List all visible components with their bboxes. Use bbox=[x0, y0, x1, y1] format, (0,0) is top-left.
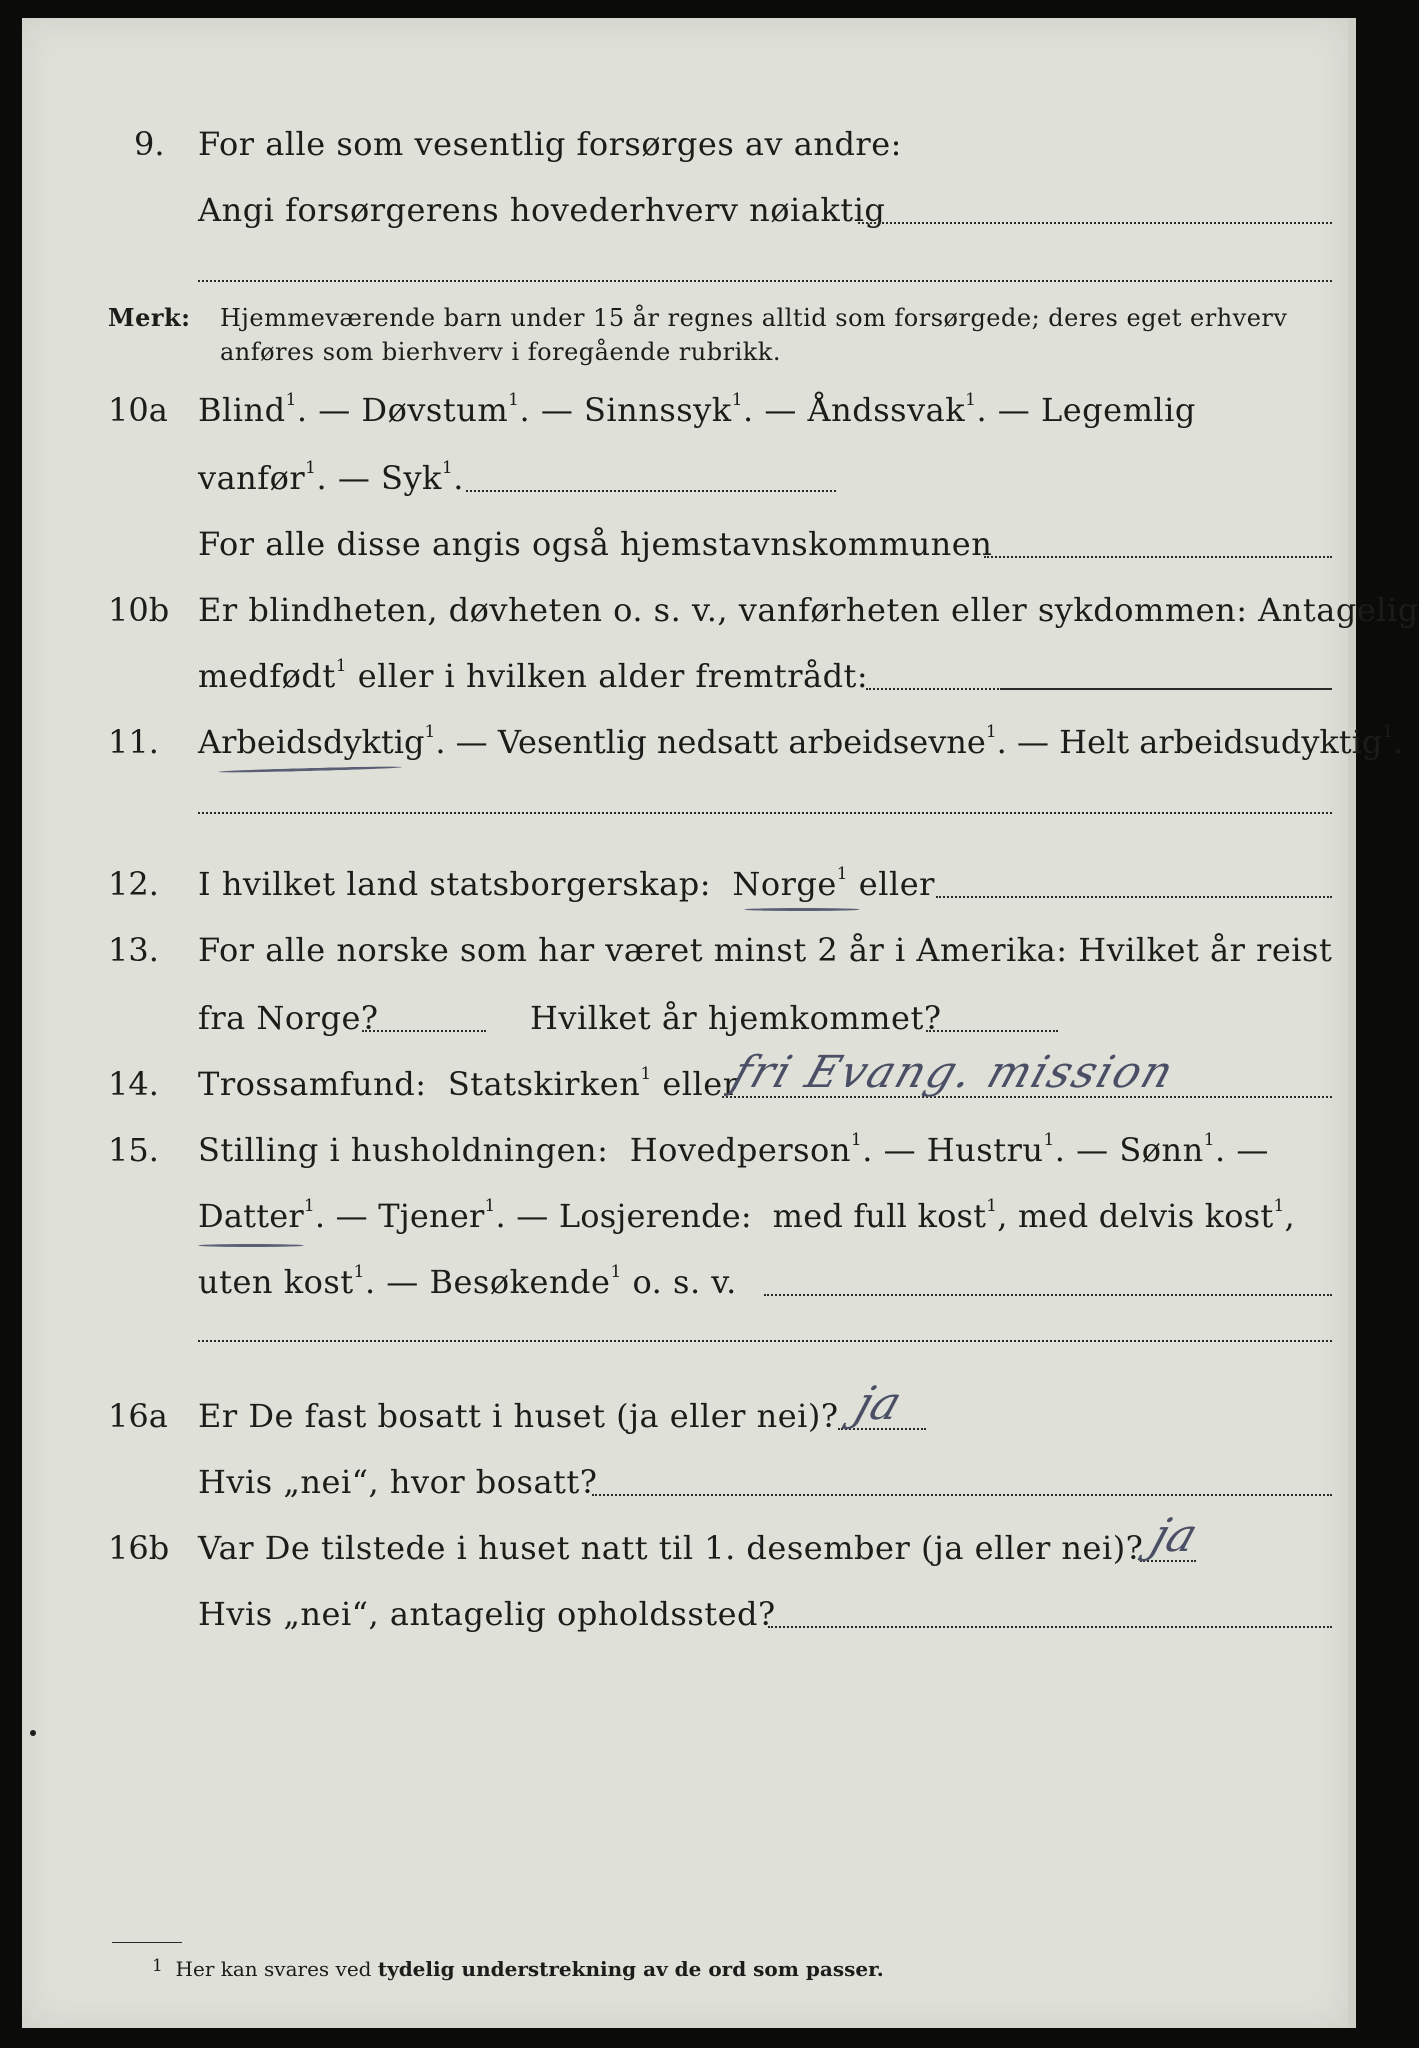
q11-number: 11. bbox=[108, 723, 159, 761]
q12-text: I hvilket land statsborgerskap: bbox=[198, 865, 711, 903]
q16b-opholdssted-line bbox=[768, 1626, 1332, 1628]
q10b-answer-line bbox=[1002, 688, 1332, 690]
q9-line1: For alle som vesentlig forsørges av andre: bbox=[198, 125, 902, 163]
q16a-line1: Er De fast bosatt i huset (ja eller nei)? bbox=[198, 1397, 839, 1435]
q16a-line2: Hvis „nei“, hvor bosatt? bbox=[198, 1463, 598, 1501]
q16a-bosatt-line bbox=[592, 1494, 1332, 1496]
option-sinnssyk: Sinnssyk bbox=[584, 391, 732, 429]
option-blind: Blind bbox=[198, 391, 286, 429]
option-besokende: Besøkende bbox=[429, 1263, 611, 1301]
q14-number: 14. bbox=[108, 1065, 159, 1103]
footnote-rule bbox=[112, 1942, 182, 1943]
q15-osv: o. s. v. bbox=[632, 1263, 737, 1301]
q15-answer-line bbox=[764, 1294, 1332, 1296]
underline-datter bbox=[198, 1244, 304, 1247]
q15-answer-line-2 bbox=[198, 1340, 1332, 1342]
underline-norge bbox=[744, 908, 860, 911]
q15-number: 15. bbox=[108, 1131, 159, 1169]
option-sonn: Sønn bbox=[1119, 1131, 1204, 1169]
q13-hjemkommet: Hvilket år hjemkommet? bbox=[530, 999, 942, 1037]
footnote bbox=[152, 1956, 884, 1982]
q13-number: 13. bbox=[108, 931, 159, 969]
footnote-plain: Her kan svares ved bbox=[175, 1957, 372, 1981]
option-legemlig: Legemlig bbox=[1040, 391, 1196, 429]
q14-eller: eller bbox=[662, 1065, 739, 1103]
q15-line3: uten kost$^1$. — Besøkende$^1$ o. s. v. bbox=[198, 1262, 737, 1301]
option-arbeidsdyktig: Arbeidsdyktig bbox=[198, 723, 425, 761]
option-uten-kost: uten kost bbox=[198, 1263, 354, 1301]
q16b-line1: Var De tilstede i huset natt til 1. desember (ja eller nei)? bbox=[198, 1529, 1144, 1567]
merk-line1: Hjemmeværende barn under 15 år regnes alltid som forsørgede; deres eget erhverv bbox=[220, 304, 1288, 332]
footnote-bold: tydelig understrekning av de ord som passer. bbox=[377, 1957, 884, 1981]
q11-answer-line bbox=[198, 812, 1332, 814]
q9-answer-line-2 bbox=[198, 280, 1332, 282]
option-med-full-kost: med full kost bbox=[772, 1197, 987, 1235]
option-vanfor: vanfør bbox=[198, 459, 306, 497]
q13-hjemkommet-line bbox=[926, 1030, 1058, 1032]
q16b-number: 16b bbox=[108, 1529, 170, 1567]
q10a-answer-line bbox=[466, 490, 836, 492]
option-syk: Syk bbox=[381, 459, 442, 497]
q10a-line2: vanfør$^1$. — Syk$^1$. bbox=[198, 458, 464, 497]
merk-line2: anføres som bierhverv i foregående rubrikk. bbox=[220, 338, 781, 366]
option-norge: Norge bbox=[732, 865, 837, 903]
q14-text: Trossamfund: bbox=[198, 1065, 427, 1103]
q13-reist-line bbox=[362, 1030, 486, 1032]
q10a-line1: Blind$^1$. — Døvstum$^1$. — Sinnssyk$^1$. — Åndssvak$^1$. — Legemlig bbox=[198, 390, 1196, 429]
q16a-number: 16a bbox=[108, 1397, 168, 1435]
q10b-dot-line bbox=[866, 688, 1002, 690]
q12-eller: eller bbox=[858, 865, 935, 903]
q16b-handwritten-answer: ja bbox=[1145, 1508, 1205, 1562]
option-hustru: Hustru bbox=[926, 1131, 1044, 1169]
option-vesentlig-nedsatt: Vesentlig nedsatt arbeidsevne bbox=[497, 723, 986, 761]
q10a-line3: For alle disse angis også hjemstavnskommunen bbox=[198, 525, 993, 563]
q10b-line2: medfødt$^1$ eller i hvilken alder fremtrådt: bbox=[198, 656, 869, 695]
ink-speck bbox=[30, 1730, 36, 1736]
option-andssvak: Åndssvak bbox=[807, 391, 966, 429]
q15-line2: Datter$^1$. — Tjener$^1$. — Losjerende: med full kost$^1$, med delvis kost$^1$, bbox=[198, 1196, 1295, 1235]
merk-label: Merk: bbox=[108, 303, 191, 332]
q9-line2: Angi forsørgerens hovederhverv nøiaktig bbox=[198, 191, 886, 229]
q9-number: 9. bbox=[134, 125, 165, 163]
option-losjerende: Losjerende: bbox=[558, 1197, 752, 1235]
option-statskirken: Statskirken bbox=[447, 1065, 641, 1103]
q10a-number: 10a bbox=[108, 391, 168, 429]
q10b-line1: Er blindheten, døvheten o. s. v., vanførheten eller sykdommen: Antagelig bbox=[198, 591, 1419, 629]
underline-arbeidsdyktig bbox=[218, 766, 402, 774]
q11-line: Arbeidsdyktig$^1$. — Vesentlig nedsatt arbeidsevne$^1$. — Helt arbeidsudyktig$^1$. bbox=[198, 722, 1404, 761]
q15-line1: Stilling i husholdningen: Hovedperson$^1$. — Hustru$^1$. — Sønn$^1$. — bbox=[198, 1130, 1269, 1169]
q16b-line2: Hvis „nei“, antagelig opholdssted? bbox=[198, 1595, 776, 1633]
q12-number: 12. bbox=[108, 865, 159, 903]
q16a-handwritten-answer: ja bbox=[849, 1376, 909, 1430]
option-med-delvis-kost: med delvis kost bbox=[1018, 1197, 1274, 1235]
q9-answer-line bbox=[858, 222, 1332, 224]
q14-line: Trossamfund: Statskirken$^1$ eller bbox=[198, 1064, 739, 1103]
footnote-mark: 1 bbox=[152, 1956, 163, 1976]
q10b-line2-rest: eller i hvilken alder fremtrådt: bbox=[357, 657, 869, 695]
q10b-number: 10b bbox=[108, 591, 170, 629]
option-helt-udyktig: Helt arbeidsudyktig bbox=[1059, 723, 1383, 761]
q12-answer-line bbox=[936, 896, 1332, 898]
option-tjener: Tjener bbox=[378, 1197, 485, 1235]
q14-handwritten-answer: fri Evang. mission bbox=[725, 1047, 1182, 1098]
form-page bbox=[22, 18, 1419, 2028]
q12-line: I hvilket land statsborgerskap: Norge$^1$ eller bbox=[198, 864, 935, 903]
q10a-hjemstavn-line bbox=[984, 556, 1332, 558]
option-datter: Datter bbox=[198, 1197, 304, 1235]
q15-stilling: Stilling i husholdningen: bbox=[198, 1131, 609, 1169]
option-hovedperson: Hovedperson bbox=[629, 1131, 851, 1169]
q13-fra-norge: fra Norge? bbox=[198, 999, 379, 1037]
option-dovstum: Døvstum bbox=[361, 391, 509, 429]
option-medfodt: medfødt bbox=[198, 657, 336, 695]
q13-line1: For alle norske som har været minst 2 år i Amerika: Hvilket år reist bbox=[198, 931, 1333, 969]
